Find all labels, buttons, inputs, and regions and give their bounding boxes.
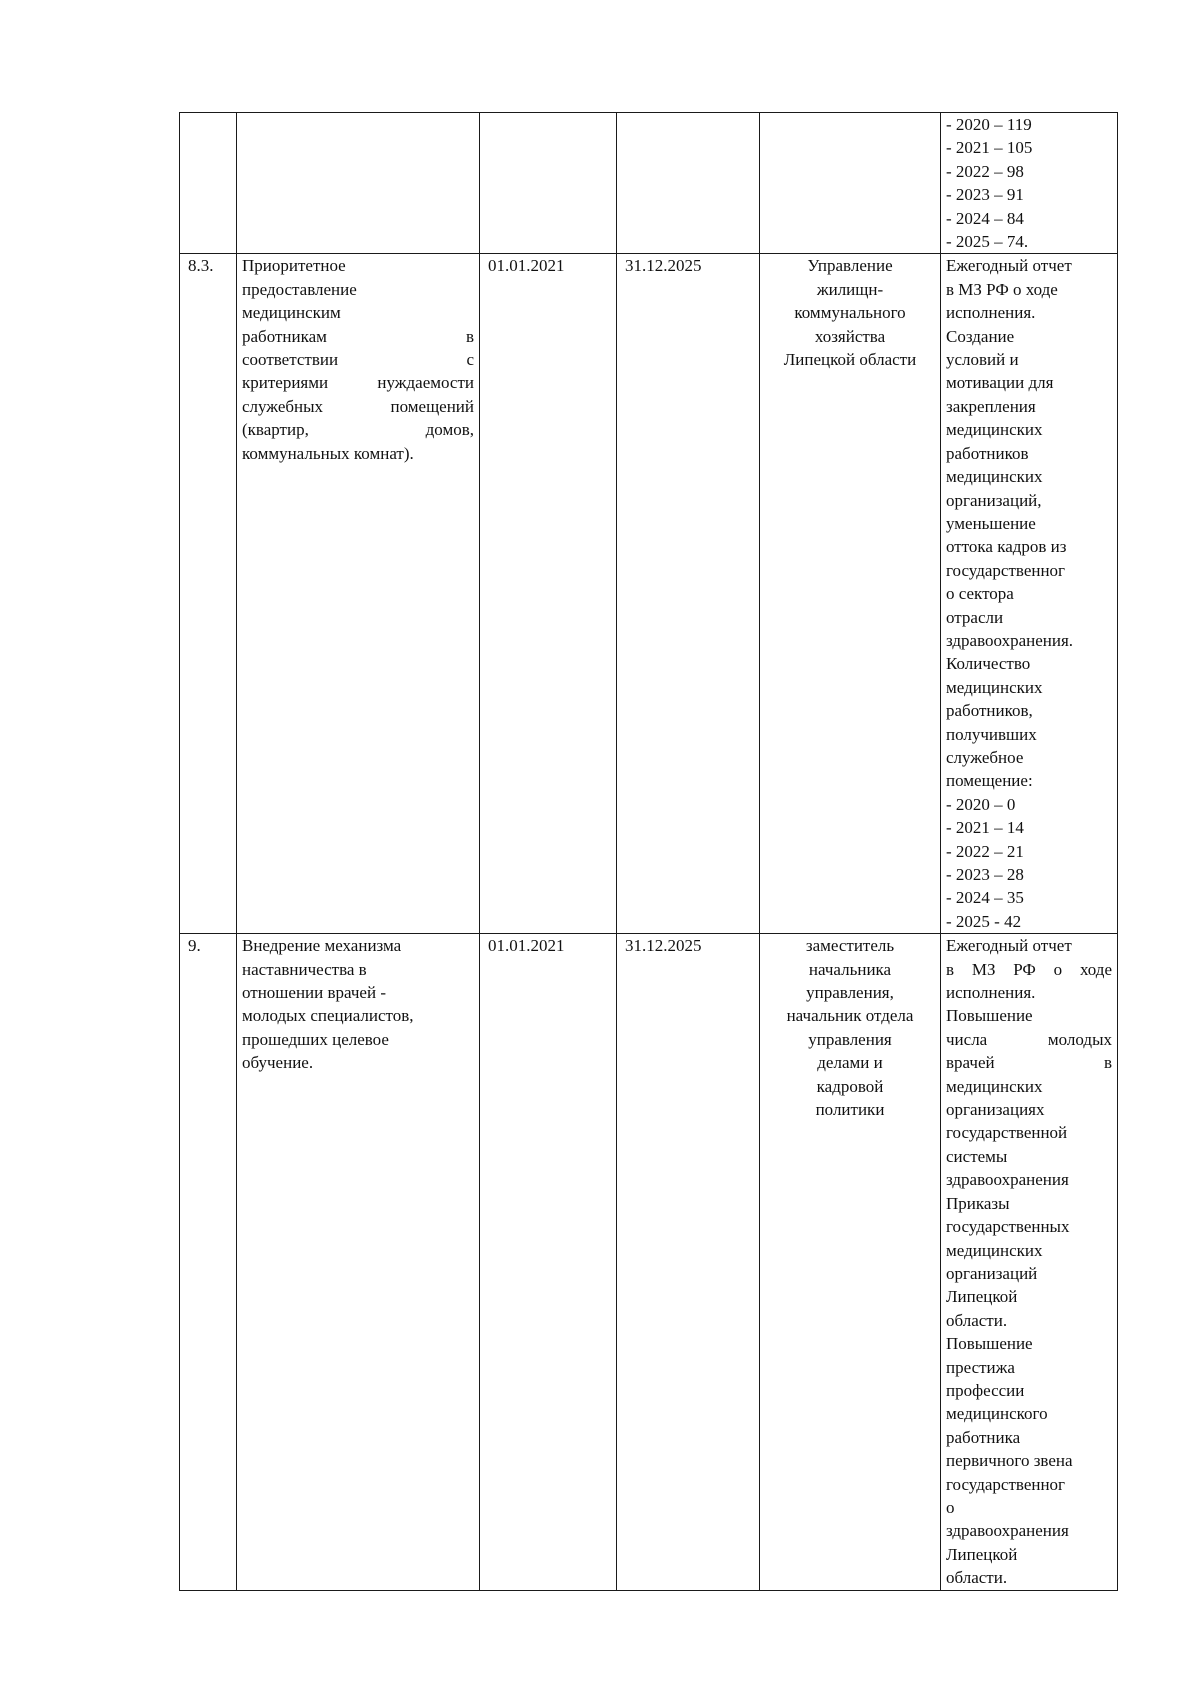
result-line: - 2020 – 0 (946, 794, 1016, 814)
result-line: области. (946, 1310, 1008, 1330)
measure-name-line: отношении врачей - (242, 983, 386, 1003)
table-row (180, 934, 1118, 1590)
responsible-line: жилищн- (816, 279, 884, 299)
measure-name-line: соответствии с (242, 350, 474, 370)
result-line: отрасли (946, 607, 1004, 627)
end-date: 31.12.2025 (625, 256, 702, 276)
result-line: организаций, (946, 490, 1042, 510)
responsible-line: управления (808, 1029, 892, 1049)
result-line: Повышение (946, 1006, 1033, 1026)
result-line: государственной (946, 1123, 1068, 1143)
result-line: в МЗ РФ о ходе (946, 959, 1112, 979)
result-line: - 2020 – 119 (946, 115, 1032, 134)
row-number-cell (180, 113, 237, 254)
start-date-cell (480, 254, 617, 934)
result-line: работника (946, 1427, 1021, 1447)
table-row (180, 113, 1118, 254)
measure-name-line: Внедрение механизма (242, 936, 402, 956)
result-line: - 2021 – 105 (946, 138, 1033, 158)
result-line: врачей в (946, 1053, 1112, 1073)
result-line: - 2022 – 21 (946, 841, 1024, 861)
result-line: медицинских (946, 677, 1043, 697)
responsible-line: кадровой (816, 1076, 884, 1096)
row-number: 8.3. (188, 256, 214, 276)
result-line: помещение: (946, 771, 1033, 791)
result-line: работников (946, 443, 1029, 463)
result-line: Липецкой (946, 1544, 1018, 1564)
result-line: медицинских (946, 1076, 1043, 1096)
result-line: служебное (946, 747, 1024, 767)
result-line: исполнения. (946, 303, 1036, 323)
result-line: системы (946, 1146, 1008, 1166)
result-line: профессии (946, 1380, 1025, 1400)
result-line: государственных (946, 1217, 1070, 1237)
result-line: исполнения. (946, 983, 1036, 1003)
result-line: получивших (946, 724, 1037, 744)
result-line: о сектора (946, 584, 1014, 604)
result-line: - 2025 – 74. (946, 232, 1029, 252)
measure-name-line: обучение. (242, 1053, 314, 1073)
result-line: здравоохранения (946, 1170, 1069, 1190)
responsible-cell (760, 254, 941, 934)
result-line: условий и (946, 350, 1019, 370)
responsible-line: заместитель (805, 936, 895, 956)
result-line: - 2021 – 14 (946, 818, 1024, 838)
measure-name-line: работникам в (242, 326, 474, 346)
result-line: Ежегодный отчет (946, 256, 1072, 276)
measure-name-line: медицинским (242, 303, 341, 323)
result-line: здравоохранения (946, 1521, 1069, 1541)
responsible-cell (760, 113, 941, 254)
responsible-line: начальника (808, 959, 892, 979)
row-number: 9. (188, 936, 201, 956)
result-line: Количество (946, 654, 1031, 674)
result-line: медицинских (946, 467, 1043, 487)
result-line: медицинских (946, 1240, 1043, 1260)
result-line: медицинских (946, 420, 1043, 440)
result-line: организациях (946, 1100, 1045, 1120)
result-line: первичного звена (946, 1451, 1073, 1471)
measure-name-line: Приоритетное (242, 256, 346, 276)
result-line: Ежегодный отчет (946, 936, 1072, 956)
measure-name-line: служебных помещений (242, 396, 474, 416)
measure-name-line: предоставление (242, 279, 357, 299)
result-line: - 2024 – 35 (946, 888, 1024, 908)
result-line: Приказы (946, 1193, 1010, 1213)
result-line: закрепления (946, 396, 1036, 416)
result-line: государственног (946, 560, 1066, 580)
result-line: государственног (946, 1474, 1066, 1494)
result-line: в МЗ РФ о ходе (946, 279, 1058, 299)
result-line: Повышение (946, 1334, 1033, 1354)
result-line: организаций (946, 1263, 1038, 1283)
measure-name-line: (квартир, домов, (242, 420, 474, 440)
responsible-line: Управление (807, 256, 893, 276)
result-line: о (946, 1497, 955, 1517)
measure-name-line: молодых специалистов, (242, 1006, 414, 1026)
table-row (180, 254, 1118, 934)
measure-name-line: критериями нуждаемости (242, 373, 474, 393)
result-cell (941, 254, 1118, 934)
measure-name-cell (237, 934, 480, 1590)
start-date: 01.01.2021 (488, 936, 565, 956)
result-line: здравоохранения. (946, 630, 1074, 650)
result-cell (941, 934, 1118, 1590)
measure-name-cell (237, 113, 480, 254)
row-number-cell (180, 934, 237, 1590)
measure-name-line: наставничества в (242, 959, 367, 979)
result-cell (941, 113, 1118, 254)
responsible-line: начальник отдела (786, 1006, 914, 1026)
result-line: области. (946, 1568, 1008, 1588)
responsible-line: хозяйства (814, 326, 886, 346)
responsible-line: Липецкой области (783, 350, 917, 370)
responsible-line: управления, (806, 983, 894, 1003)
result-line: - 2022 – 98 (946, 161, 1024, 181)
result-line: престижа (946, 1357, 1015, 1377)
result-line: работников, (946, 701, 1033, 721)
result-line: уменьшение (946, 513, 1036, 533)
row-number-cell (180, 254, 237, 934)
start-date-cell (480, 934, 617, 1590)
start-date: 01.01.2021 (488, 256, 565, 276)
end-date-cell (617, 934, 760, 1590)
result-line: медицинского (946, 1404, 1048, 1424)
responsible-line: делами и (817, 1053, 883, 1073)
end-date: 31.12.2025 (625, 936, 702, 956)
result-line: Создание (946, 326, 1015, 346)
end-date-cell (617, 113, 760, 254)
measures-table (179, 112, 1118, 1591)
result-line: Липецкой (946, 1287, 1018, 1307)
measure-name-cell (237, 254, 480, 934)
end-date-cell (617, 254, 760, 934)
result-line: числа молодых (946, 1029, 1112, 1049)
result-line: - 2024 – 84 (946, 208, 1024, 228)
result-line: оттока кадров из (946, 537, 1067, 557)
result-line: - 2025 - 42 (946, 911, 1022, 931)
result-line: - 2023 – 28 (946, 865, 1024, 884)
measure-name-line: прошедших целевое (242, 1029, 389, 1049)
result-line: мотивации для (946, 373, 1054, 393)
measure-name-line: коммунальных комнат). (242, 443, 414, 463)
start-date-cell (480, 113, 617, 254)
result-line: - 2023 – 91 (946, 185, 1024, 205)
responsible-cell (760, 934, 941, 1590)
responsible-line: политики (815, 1100, 885, 1120)
responsible-line: коммунального (794, 303, 906, 323)
